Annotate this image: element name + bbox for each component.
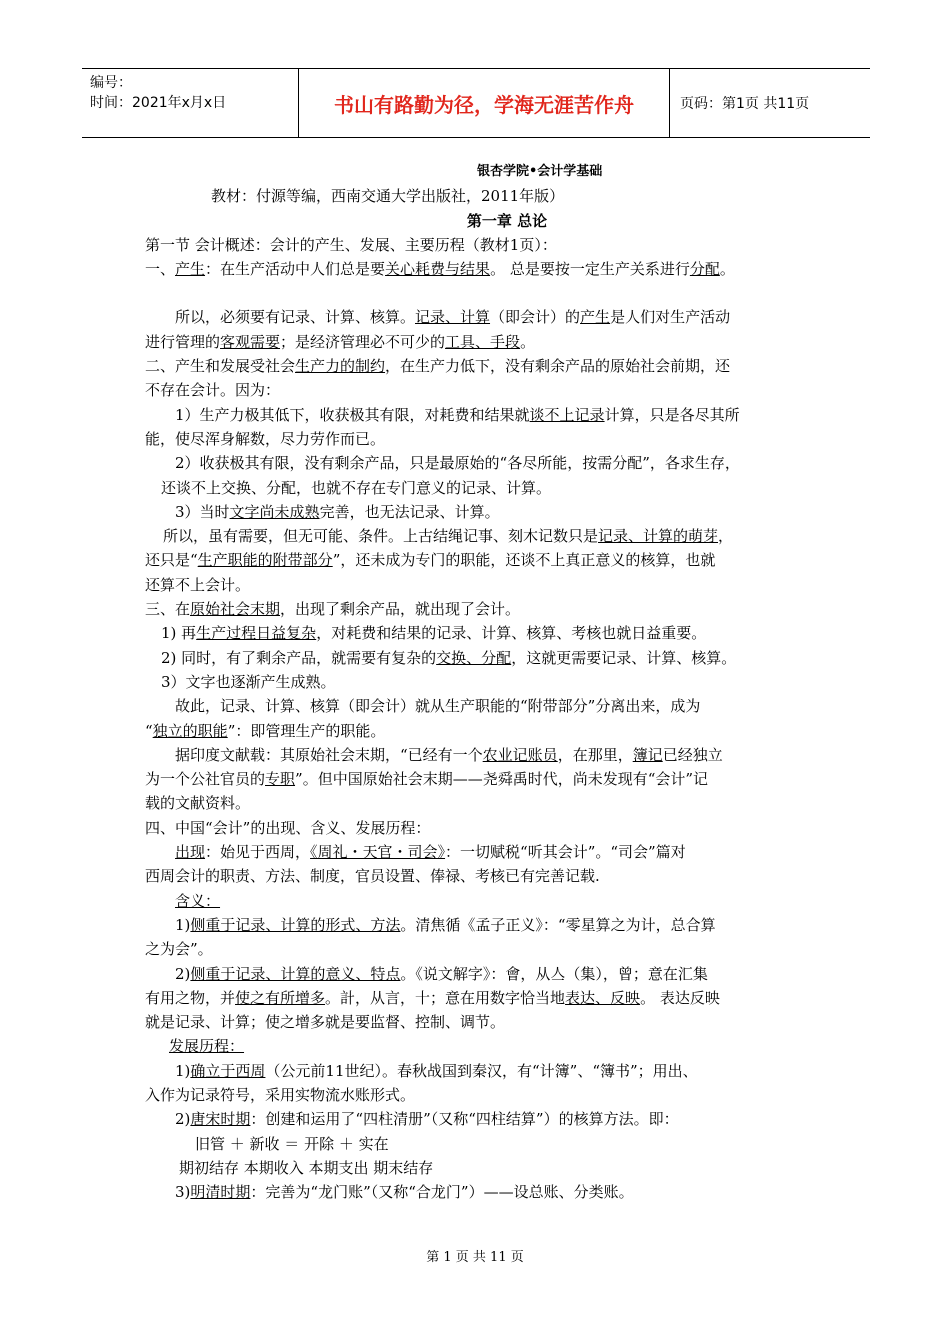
list-item: 2）收获极其有限，没有剩余产品，只是最原始的“各尽所能，按需分配”，各求生存， — [175, 454, 740, 473]
paragraph: 二、产生和发展受社会生产力的制约，在生产力低下，没有剩余产品的原始社会前期，还 — [145, 357, 731, 376]
list-item: 3）当时文字尚未成熟完善，也无法记录、计算。 — [175, 502, 500, 521]
list-item: 1)侧重于记录、计算的形式、方法。清焦循《孟子正义》：“零星算之为计，总合算 — [175, 915, 716, 934]
textbook-line: 教材：付源等编，西南交通大学出版社，2011年版） — [211, 187, 565, 206]
paragraph: 有用之物，并使之有所增多。計，从言，十；意在用数字恰当地表达、反映。 表达反映 — [145, 988, 720, 1007]
page-footer: 第 1 页 共 11 页 — [426, 1250, 524, 1265]
formula-line: 期初结存 本期收入 本期支出 期末结存 — [179, 1158, 434, 1177]
paragraph: 所以，必须要有记录、计算、核算。记录、计算（即会计）的产生是人们对生产活动 — [175, 308, 731, 327]
paragraph: 还只是“生产职能的附带部分”，还未成为专门的职能，还谈不上真正意义的核算，也就 — [145, 551, 716, 570]
list-item: 1) 再生产过程日益复杂，对耗费和结果的记录、计算、核算、考核也就日益重要。 — [161, 624, 707, 643]
paragraph: 能，使尽浑身解数，尽力劳作而已。 — [145, 429, 386, 448]
header-table — [82, 68, 870, 138]
paragraph: 四、中国“会计”的出现、含义、发展历程： — [145, 818, 431, 837]
paragraph: 西周会计的职责、方法、制度，官员设置、俸禄、考核已有完善记载. — [145, 867, 600, 886]
subheading: 含义： — [175, 891, 221, 910]
document-body — [145, 160, 825, 1204]
blank-line — [145, 281, 825, 305]
paragraph: 之为会”。 — [145, 940, 213, 959]
time-label: 时间：2021年x月x日 — [90, 95, 227, 111]
subheading: 发展历程： — [169, 1037, 245, 1056]
paragraph: 故此，记录、计算、核算（即会计）就从生产职能的“附带部分”分离出来，成为 — [175, 697, 701, 716]
section-heading: 第一节 会计概述：会计的产生、发展、主要历程（教材1页）： — [145, 235, 557, 254]
paragraph: 不存在会计。因为： — [145, 381, 281, 400]
list-item: 1)确立于西周（公元前11世纪）。春秋战国到秦汉，有“计簿”、“簿书”；用出、 — [175, 1061, 698, 1080]
formula-line: 旧管 ＋ 新收 ＝ 开除 ＋ 实在 — [195, 1134, 389, 1153]
list-item: 2)唐宋时期：创建和运用了“四柱清册”（又称“四柱结算”）的核算方法。即： — [175, 1110, 679, 1129]
school-course: 银杏学院•会计学基础 — [477, 164, 603, 179]
list-item: 1）生产力极其低下，收获极其有限，对耗费和结果就谈不上记录计算，只是各尽其所 — [175, 405, 740, 424]
paragraph: 一、产生：在生产活动中人们总是要关心耗费与结果。 总是要按一定生产关系进行分配。 — [145, 260, 735, 279]
number-label: 编号： — [90, 75, 132, 91]
paragraph: 为一个公社官员的专职”。但中国原始社会末期——尧舜禹时代，尚未发现有“会计”记 — [145, 770, 709, 789]
paragraph: 载的文献资料。 — [145, 794, 251, 813]
paragraph: 所以，虽有需要，但无可能、条件。上古结绳记事、刻木记数只是记录、计算的萌芽， — [163, 527, 734, 546]
paragraph: 还算不上会计。 — [145, 575, 251, 594]
list-item: 3）文字也逐渐产生成熟。 — [161, 672, 336, 691]
paragraph: 入作为记录符号，采用实物流水账形式。 — [145, 1085, 416, 1104]
page-info: 页码：第1页 共11页 — [680, 96, 810, 112]
header-meta — [82, 69, 299, 137]
paragraph: 据印度文献载：其原始社会末期，“已经有一个农业记账员，在那里，簿记已经独立 — [175, 745, 723, 764]
paragraph: “独立的职能”：即管理生产的职能。 — [145, 721, 386, 740]
paragraph: 还谈不上交换、分配，也就不存在专门意义的记录、计算。 — [161, 478, 552, 497]
paragraph: 三、在原始社会末期，出现了剩余产品，就出现了会计。 — [145, 600, 521, 619]
list-item: 3)明清时期：完善为“龙门账”（又称“合龙门”）——设总账、分类账。 — [175, 1183, 634, 1202]
paragraph: 进行管理的客观需要；是经济管理必不可少的工具、手段。 — [145, 332, 536, 351]
list-item: 2)侧重于记录、计算的意义、特点。《说文解字》：會，从亼（集），曾；意在汇集 — [175, 964, 708, 983]
paragraph: 就是记录、计算；使之增多就是要监督、控制、调节。 — [145, 1013, 506, 1032]
list-item: 2) 同时，有了剩余产品，就需要有复杂的交换、分配，这就更需要记录、计算、核算。 — [161, 648, 737, 667]
chapter-title: 第一章 总论 — [466, 211, 548, 230]
motto: 书山有路勤为径，学海无涯苦作舟 — [299, 69, 670, 137]
paragraph: 出现：始见于西周，《周礼・天官・司会》：一切赋税“听其会计”。“司会”篇对 — [175, 843, 686, 862]
